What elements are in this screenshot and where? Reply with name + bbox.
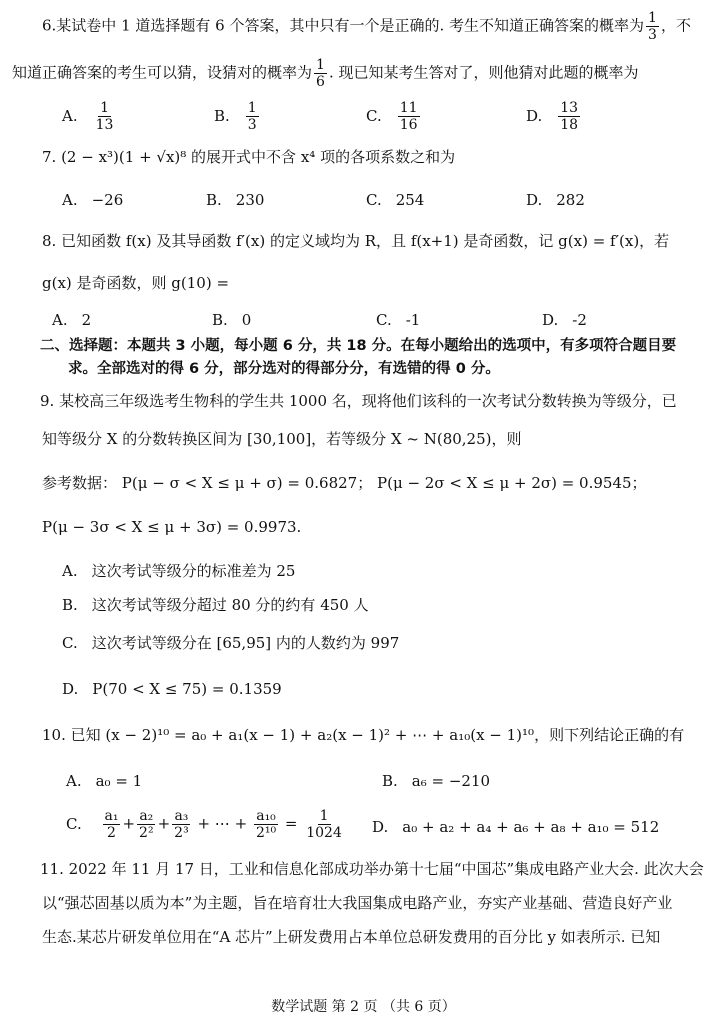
q6-fraction-2 [314, 57, 327, 90]
q6-fraction-1 [646, 10, 659, 43]
option-label: C. [366, 106, 382, 125]
frac-den: 13 [95, 117, 114, 133]
frac-num: a₁ [104, 808, 119, 824]
q9-option-c[interactable] [62, 632, 399, 654]
q6-option-b[interactable] [214, 100, 261, 133]
option-label: B. [214, 106, 230, 125]
frac-den: 2³ [174, 825, 189, 841]
q6-stem-part4: . 现已知某考生答对了，则他猜对此题的概率为 [328, 63, 639, 82]
option-text: 282 [556, 191, 585, 209]
frac-den: 2² [139, 825, 154, 841]
option-text: -2 [572, 311, 587, 329]
frac-den: 6 [316, 74, 325, 90]
option-fraction [94, 100, 116, 133]
section2-heading-line1: 二、选择题：本题共 3 小题，每小题 6 分，共 18 分。在每小题给出的选项中，有多项符合题目要 [40, 338, 677, 354]
frac-den: 3 [247, 117, 257, 133]
q8-option-d[interactable] [542, 309, 587, 331]
option-label: C. [62, 634, 78, 652]
option-text: a₀ + a₂ + a₄ + a₆ + a₈ + a₁₀ = 512 [402, 818, 660, 836]
option-label: A. [62, 191, 78, 209]
q10-stem: 10. 已知 (x − 2)¹⁰ = a₀ + a₁(x − 1) + a₂(x − 1)² + ⋯ + a₁₀(x − 1)¹⁰，则下列结论正确的有 [42, 726, 685, 744]
option-text: 这次考试等级分超过 80 分的约有 450 人 [91, 596, 369, 614]
option-fraction [246, 100, 259, 133]
q6-stem-part3: 知道正确答案的考生可以猜，设猜对的概率为 [12, 63, 313, 82]
frac-num: 1 [319, 808, 329, 824]
q6-option-c[interactable] [366, 100, 422, 133]
option-label: C. [366, 191, 382, 209]
option-text: −26 [91, 191, 124, 209]
frac-den: 18 [560, 117, 579, 133]
q10-option-a[interactable] [66, 770, 142, 792]
c-term-3 [172, 808, 191, 841]
q11-line3: 生态.某芯片研发单位用在“A 芯片”上研发费用占本单位总研发费用的百分比 y 如表所示. 已知 [42, 928, 661, 946]
option-text: 230 [235, 191, 265, 209]
frac-num: 1 [316, 57, 325, 73]
c-result-fraction [304, 808, 344, 841]
c-ellipsis: + ⋯ + [197, 814, 248, 833]
option-label: A. [66, 772, 82, 790]
frac-den: 2¹⁰ [255, 825, 277, 841]
page-footer: 数学试题 第 2 页 （共 6 页） [271, 999, 456, 1015]
q11-line2: 以“强芯固基以质为本”为主题，旨在培育壮大我国集成电路产业，夯实产业基础、营造良好产业 [42, 894, 673, 912]
option-text: -1 [405, 311, 421, 329]
option-fraction [398, 100, 420, 133]
q6-option-a[interactable] [62, 100, 117, 133]
frac-den: 3 [648, 27, 657, 43]
frac-num: a₃ [174, 808, 189, 824]
q9-option-d[interactable] [62, 678, 282, 700]
section2-heading-line2: 求。全部选对的得 6 分，部分选对的得部分分，有选错的得 0 分。 [68, 361, 500, 377]
frac-num: a₂ [139, 808, 154, 824]
q7-option-c[interactable] [366, 189, 424, 211]
option-label: B. [62, 596, 78, 614]
q9-option-a[interactable] [62, 560, 295, 582]
q9-reference-data-2: P(μ − 3σ < X ≤ μ + 3σ) = 0.9973. [42, 518, 302, 536]
frac-den: 16 [399, 117, 418, 133]
frac-num: 11 [399, 100, 418, 116]
option-label: D. [62, 680, 79, 698]
option-text: a₆ = −210 [411, 772, 491, 790]
q6-stem-part2: ，不 [660, 16, 691, 35]
q7-stem: 7. (2 − x³)(1 + √x)⁸ 的展开式中不含 x⁴ 项的各项系数之和为 [42, 148, 456, 166]
option-label: D. [526, 106, 543, 125]
option-text: 2 [81, 311, 92, 329]
q6-option-d[interactable] [526, 100, 582, 133]
option-text: a₀ = 1 [95, 772, 143, 790]
q8-option-a[interactable] [52, 309, 91, 331]
option-label: D. [542, 311, 559, 329]
q11-line1: 11. 2022 年 11 月 17 日，工业和信息化部成功举办第十七届“中国芯”集成电路产业大会. 此次大会 [40, 860, 704, 878]
option-text: 0 [241, 311, 252, 329]
frac-num: 1 [100, 100, 109, 116]
q8-line1: 8. 已知函数 f(x) 及其导函数 f′(x) 的定义域均为 R，且 f(x+1) 是奇函数，记 g(x) = f′(x)，若 [42, 232, 670, 250]
q7-option-b[interactable] [206, 189, 264, 211]
q8-option-c[interactable] [376, 309, 420, 331]
option-label: C. [66, 814, 82, 833]
option-label: B. [212, 311, 228, 329]
q10-option-b[interactable] [382, 770, 490, 792]
q8-option-b[interactable] [212, 309, 251, 331]
q9-line2: 知等级分 X 的分数转换区间为 [30,100]，若等级分 X ~ N(80,25)，则 [42, 430, 522, 448]
frac-num: 13 [560, 100, 579, 116]
option-text: 这次考试等级分的标准差为 25 [91, 562, 296, 580]
option-label: A. [62, 106, 78, 125]
option-label: B. [382, 772, 398, 790]
option-label: A. [62, 562, 78, 580]
option-text: P(70 < X ≤ 75) = 0.1359 [92, 680, 282, 698]
q6-line1 [42, 10, 705, 43]
q7-option-d[interactable] [526, 189, 585, 211]
c-term-10 [254, 808, 278, 841]
c-term-1 [103, 808, 121, 841]
frac-num: 1 [247, 100, 257, 116]
q7-option-a[interactable] [62, 189, 123, 211]
option-label: A. [52, 311, 68, 329]
option-label: D. [372, 818, 389, 836]
c-equals: = [284, 814, 298, 833]
frac-num: 1 [648, 10, 657, 26]
frac-den: 1024 [306, 825, 342, 841]
option-label: B. [206, 191, 222, 209]
frac-den: 2 [107, 825, 116, 841]
q9-reference-data: 参考数据： P(μ − σ < X ≤ μ + σ) = 0.6827； P(μ − 2σ < X ≤ μ + 2σ) = 0.9545； [42, 474, 647, 492]
q6-stem-part1: 6.某试卷中 1 道选择题有 6 个答案，其中只有一个是正确的. 考生不知道正确答案的概率为 [42, 16, 645, 35]
q10-option-c[interactable]: C. $\frac{\text{a₁}}{2}$ + $\frac{\text{a₂}}{\text{2²}}$ + $\frac{\text{a₃}}{\text{2³}}$ + ⋯ + $\frac{\text{a₁₀}}{\text{2¹⁰}}$ = $\frac{1}{1024}$ [66, 808, 342, 841]
q9-line1: 9. 某校高三年级选考生物科的学生共 1000 名，现将他们该科的一次考试分数转换为等级分，已 [40, 392, 677, 410]
q10-option-d[interactable] [372, 816, 659, 838]
option-text: 这次考试等级分在 [65,95] 内的人数约为 997 [91, 634, 400, 652]
q6-line2 [12, 57, 705, 90]
option-text: 254 [395, 191, 425, 209]
q8-line2: g(x) 是奇函数，则 g(10) = [42, 274, 230, 292]
c-term-2 [137, 808, 156, 841]
option-fraction [558, 100, 580, 133]
frac-num: a₁₀ [256, 808, 276, 824]
option-label: C. [376, 311, 392, 329]
option-label: D. [526, 191, 543, 209]
q9-option-b[interactable] [62, 594, 369, 616]
